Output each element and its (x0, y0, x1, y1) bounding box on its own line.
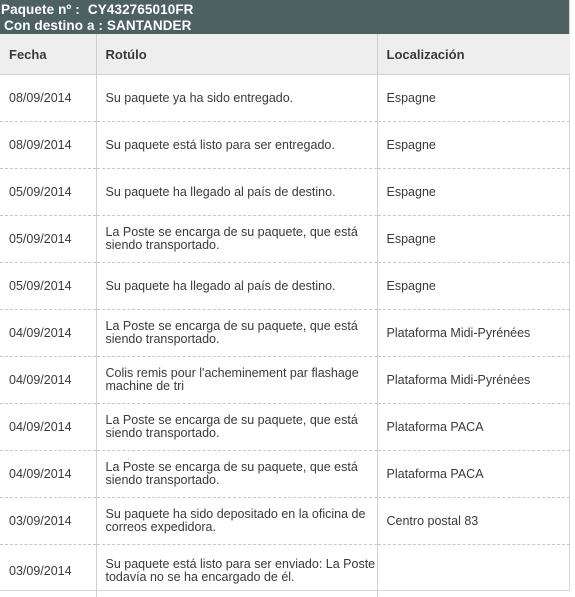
table-row (0, 169, 570, 216)
row-date: 08/09/2014 (0, 75, 96, 122)
row-date: 04/09/2014 (0, 404, 96, 451)
row-location: Espagne (377, 75, 570, 122)
table-row (0, 498, 570, 545)
row-label: La Poste se encarga de su paquete, que está siendo transportado. (96, 451, 377, 498)
row-label: Colis remis pour l'acheminement par flashage machine de tri (96, 357, 377, 404)
table-row (0, 216, 570, 263)
row-location: Espagne (377, 263, 570, 310)
package-header (0, 0, 569, 34)
table-row (0, 122, 570, 169)
row-location: Espagne (377, 122, 570, 169)
row-label: Su paquete ya ha sido entregado. (96, 75, 377, 122)
row-label: La Poste se encarga de su paquete, que está siendo transportado. (96, 216, 377, 263)
destination-value: SANTANDER (107, 18, 192, 33)
row-location: Centro postal 83 (377, 498, 570, 545)
row-location: Espagne (377, 216, 570, 263)
column-header-date: Fecha (0, 34, 96, 75)
row-date: 04/09/2014 (0, 310, 96, 357)
tracking-table (0, 34, 570, 597)
destination-line (1, 18, 569, 34)
package-number-line (1, 2, 569, 18)
table-row (0, 404, 570, 451)
row-location: Plataforma Midi-Pyrénées (377, 357, 570, 404)
table-row (0, 451, 570, 498)
row-date: 08/09/2014 (0, 122, 96, 169)
row-label: La Poste se encarga de su paquete, que está siendo transportado. (96, 310, 377, 357)
table-row (0, 357, 570, 404)
destination-label: Con destino a : (4, 18, 103, 33)
row-label: Su paquete está listo para ser entregado. (96, 122, 377, 169)
column-header-label: Rotúlo (96, 34, 377, 75)
row-location (377, 545, 570, 597)
package-label: Paquete nº : (1, 2, 80, 17)
row-location: Espagne (377, 169, 570, 216)
row-date: 05/09/2014 (0, 263, 96, 310)
row-date: 04/09/2014 (0, 451, 96, 498)
column-header-location: Localización (377, 34, 570, 75)
row-location: Plataforma PACA (377, 451, 570, 498)
row-date: 05/09/2014 (0, 216, 96, 263)
row-label: Su paquete está listo para ser enviado: La Poste todavía no se ha encargado de él. (96, 545, 377, 597)
row-label: La Poste se encarga de su paquete, que está siendo transportado. (96, 404, 377, 451)
package-number: CY432765010FR (88, 2, 194, 17)
table-row (0, 545, 570, 597)
row-date: 05/09/2014 (0, 169, 96, 216)
row-label: Su paquete ha llegado al país de destino. (96, 169, 377, 216)
table-row (0, 75, 570, 122)
row-date: 03/09/2014 (0, 545, 96, 597)
row-date: 04/09/2014 (0, 357, 96, 404)
row-location: Plataforma PACA (377, 404, 570, 451)
table-header-row (0, 34, 570, 75)
row-date: 03/09/2014 (0, 498, 96, 545)
row-label: Su paquete ha llegado al país de destino. (96, 263, 377, 310)
row-label: Su paquete ha sido depositado en la oficina de correos expedidora. (96, 498, 377, 545)
table-row (0, 310, 570, 357)
table-row (0, 263, 570, 310)
row-location: Plataforma Midi-Pyrénées (377, 310, 570, 357)
